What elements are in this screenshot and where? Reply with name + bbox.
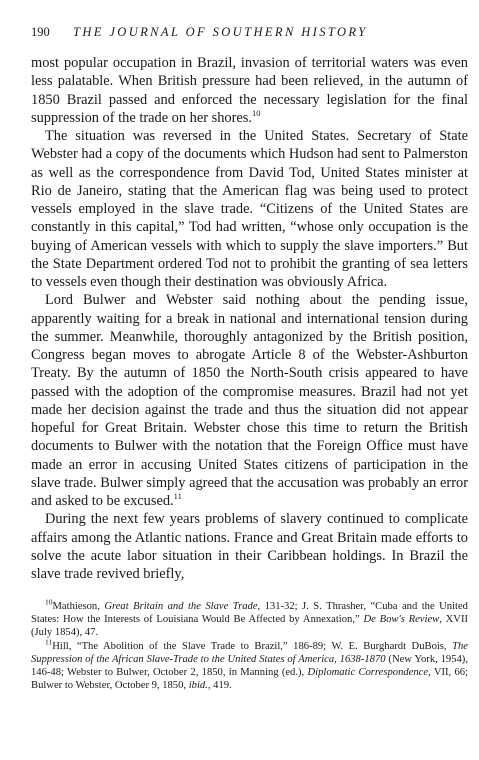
footnote-segment: , XVII (July 1854), 47.	[31, 614, 469, 639]
footnote-11	[31, 637, 468, 692]
footnote-10	[31, 597, 469, 639]
running-head	[31, 23, 468, 41]
paragraph-text: Lord Bulwer and Webster said nothing about the pending issue, apparently waiting for a break in national and international tension during the summer. Meanwhile, thoroughly antagonized by the British position, Congress began moves to abrogate Article 8 of the Webster-Ashburton Treaty. By the autumn of 1850 the North-South crisis appeared to have passed with the adoption of the compromise measures. Brazil had not yet made her decision against the trade and thus the situation did not appear hopeful for Great Britain. Webster chose this time to return the British documents to Bulwer with the notation that the Foreign Office must have made an error in accusing United States citizens of participation in the slave trade. Bulwer simply agreed that the accusation was probably an error and asked to be excused.	[31, 292, 468, 509]
footnote-segment: (New York, 1954), 146-48; Webster to Bulwer, October 2, 1850, in Manning (ed.),	[31, 653, 468, 678]
footnotes	[31, 597, 469, 692]
footnote-title: De Bow's Review	[363, 614, 440, 626]
journal-page	[31, 23, 468, 692]
footnote-title: Diplomatic Correspondence	[307, 666, 429, 678]
footnote-title: The Suppression of the African Slave-Trade to the United States of America, 1638-1870	[31, 640, 468, 665]
paragraph-text: The situation was reversed in the United States. Secretary of State Webster had a copy of the documents which Hudson had sent to Palmerston as well as the correspondence from David Tod, United States minister at Rio de Janeiro, stating that the American flag was being used to protect vessels employed in the slave trade. “Citizens of the United States are constantly in this capital,” Tod had written, “whose only occupation is the buying of American vessels with which to supply the slave importers.” But the State Department ordered Tod not to prohibit the granting of sea letters to vessels even though their destination was obviously Africa.	[31, 128, 468, 290]
footnote-title: Great Britain and the Slave Trade	[104, 601, 258, 613]
paragraph-text: During the next few years problems of slavery continued to complicate affairs among the Atlantic nations. France and Great Britain made efforts to solve the acute labor situation in their Caribbean holdings. In Brazil the slave trade revived briefly,	[31, 511, 468, 582]
footnote-reference: 10	[252, 107, 261, 118]
footnote-segment: Mathieson,	[52, 601, 105, 613]
paragraph-text: most popular occupation in Brazil, invasion of territorial waters was even less palatable. When British pressure had been relieved, in the autumn of 1850 Brazil passed and enforced the necessary legislation for the final suppression of the trade on her shores.	[31, 55, 468, 126]
paragraph-2	[31, 127, 468, 291]
footnote-reference: 11	[173, 491, 182, 502]
footnote-mark: 10	[45, 597, 53, 607]
paragraph-4	[31, 510, 468, 583]
paragraph-3	[31, 291, 468, 510]
paragraph-1	[31, 54, 468, 127]
footnote-segment: , 131-32; J. S. Thrasher, “Cuba and the United States: How the Interests of Louisiana Would Be Affected by Annexation,”	[31, 601, 468, 626]
footnote-text-1	[31, 641, 468, 691]
footnote-segment: Hill, “The Abolition of the Slave Trade to Brazil,” 186-89; W. E. Burghardt DuBois,	[52, 640, 453, 652]
footnote-segment: , VII, 66; Bulwer to Webster, October 9, 1850,	[31, 666, 468, 691]
journal-title: THE JOURNAL OF SOUTHERN HISTORY	[73, 25, 368, 39]
page-number: 190	[31, 25, 50, 39]
footnote-text-0	[31, 601, 468, 638]
body-text	[31, 54, 468, 583]
footnote-segment: , 419.	[207, 679, 232, 691]
footnote-title: ibid.	[188, 679, 208, 691]
footnote-mark: 11	[45, 637, 53, 646]
